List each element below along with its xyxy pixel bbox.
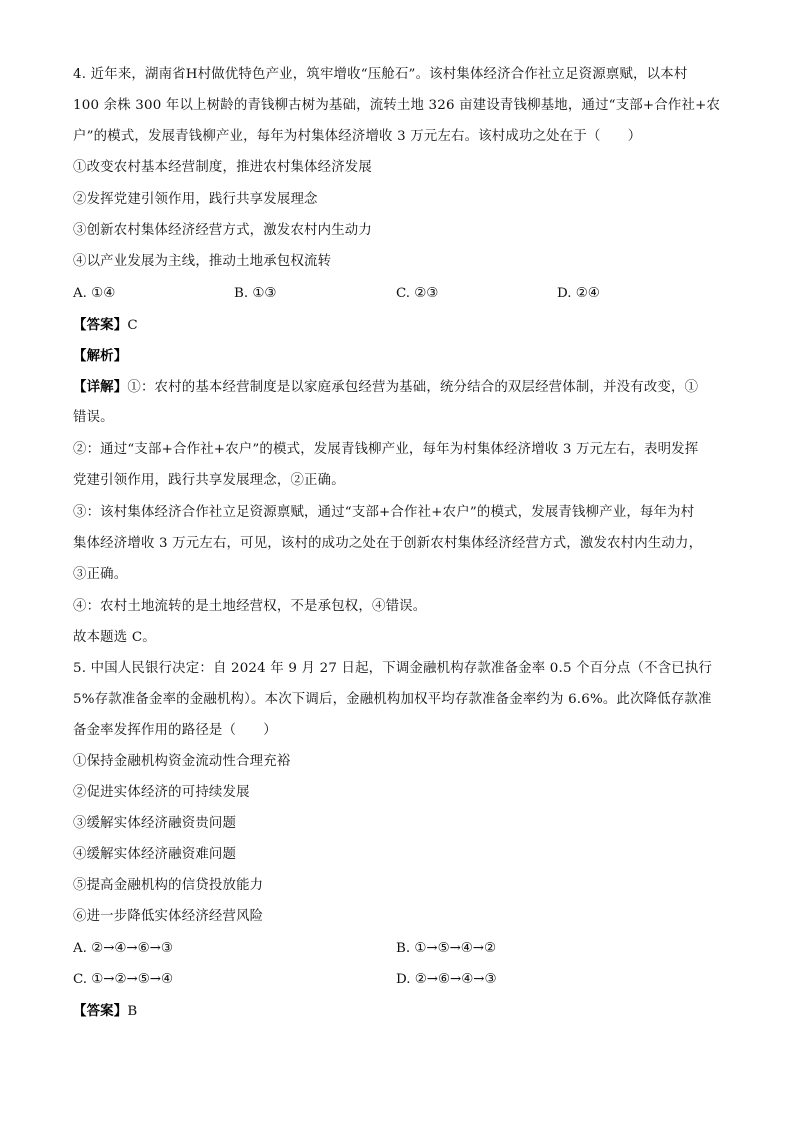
q5-item-6: ⑥进一步降低实体经济经营风险 xyxy=(73,909,264,924)
q4-analysis-line-7: ③正确。 xyxy=(73,567,128,582)
q4-option-a: A. ①④ xyxy=(73,286,116,301)
q4-analysis-heading xyxy=(73,346,127,367)
answer-value: C xyxy=(127,318,138,333)
q4-stem-line-1: 4. 近年来，湖南省H村做优特色产业，筑牢增收“压舱石”。该村集体经济合作社立足资源禀赋，以本村 xyxy=(73,67,688,82)
detail-tag: 【详解】 xyxy=(73,379,128,395)
answer-tag: 【答案】 xyxy=(73,1003,128,1019)
q4-item-2: ②发挥党建引领作用，践行共享发展理念 xyxy=(73,192,318,207)
answer-value: B xyxy=(127,1004,138,1019)
analysis-tag: 【解析】 xyxy=(73,348,128,364)
answer-tag: 【答案】 xyxy=(73,317,128,333)
q5-item-5: ⑤提高金融机构的信贷投放能力 xyxy=(73,878,264,893)
q5-item-1: ①保持金融机构资金流动性合理充裕 xyxy=(73,754,291,769)
q4-item-4: ④以产业发展为主线，推动土地承包权流转 xyxy=(73,254,332,269)
q4-analysis-line-4: 党建引领作用，践行共享发展理念，②正确。 xyxy=(73,473,345,488)
q4-analysis-line-3: ②：通过“支部+合作社+农户”的模式，发展青钱柳产业，每年为村集体经济增收 3 万元左右，表明发挥 xyxy=(73,442,699,457)
q4-analysis-line-8: ④：农村土地流转的是土地经营权，不是承包权，④错误。 xyxy=(73,599,427,614)
q4-analysis-line-5: ③：该村集体经济合作社立足资源禀赋，通过“支部+合作社+农户”的模式，发展青钱柳产业，每年为村 xyxy=(73,505,695,520)
q4-analysis-line-2: 错误。 xyxy=(73,410,114,425)
q5-option-c: C. ①→②→⑤→④ xyxy=(73,972,173,987)
q4-stem-line-3: 户”的模式，发展青钱柳产业，每年为村集体经济增收 3 万元左右。该村成功之处在于（ ） xyxy=(73,129,642,144)
q5-option-b: B. ①→⑤→④→② xyxy=(396,941,497,956)
q4-option-d: D. ②④ xyxy=(557,286,600,301)
q4-analysis-line-6: 集体经济增收 3 万元左右，可见，该村的成功之处在于创新农村集体经济经营方式，激发农村内生动力， xyxy=(73,536,703,551)
q5-stem-line-1: 5. 中国人民银行决定：自 2024 年 9 月 27 日起，下调金融机构存款准备金率 0.5 个百分点（不含已执行 xyxy=(73,661,713,676)
q5-item-2: ②促进实体经济的可持续发展 xyxy=(73,785,250,800)
q4-answer xyxy=(73,315,138,336)
q5-stem-line-2: 5%存款准备金率的金融机构）。本次下调后，金融机构加权平均存款准备金率约为 6.6%。此次降低存款准 xyxy=(73,692,712,707)
q5-answer xyxy=(73,1001,137,1022)
q4-item-1: ①改变农村基本经营制度，推进农村集体经济发展 xyxy=(73,160,372,175)
q4-option-b: B. ①③ xyxy=(234,286,277,301)
analysis-text: ①：农村的基本经营制度是以家庭承包经营为基础，统分结合的双层经营体制，并没有改变，① xyxy=(127,380,699,395)
q4-analysis-line-9: 故本题选 C。 xyxy=(73,630,156,645)
q4-analysis-line-1 xyxy=(73,377,698,398)
q5-stem-line-3: 备金率发挥作用的路径是（ ） xyxy=(73,723,277,738)
q5-option-a: A. ②→④→⑥→③ xyxy=(73,941,173,956)
q4-option-c: C. ②③ xyxy=(396,286,439,301)
q5-option-d: D. ②→⑥→④→③ xyxy=(396,972,497,987)
q5-item-4: ④缓解实体经济融资难问题 xyxy=(73,847,237,862)
q4-item-3: ③创新农村集体经济经营方式，激发农村内生动力 xyxy=(73,223,372,238)
q5-item-3: ③缓解实体经济融资贵问题 xyxy=(73,816,237,831)
q4-stem-line-2: 100 余株 300 年以上树龄的青钱柳古树为基础，流转土地 326 亩建设青钱柳基地，通过“支部+合作社+农 xyxy=(73,98,721,113)
